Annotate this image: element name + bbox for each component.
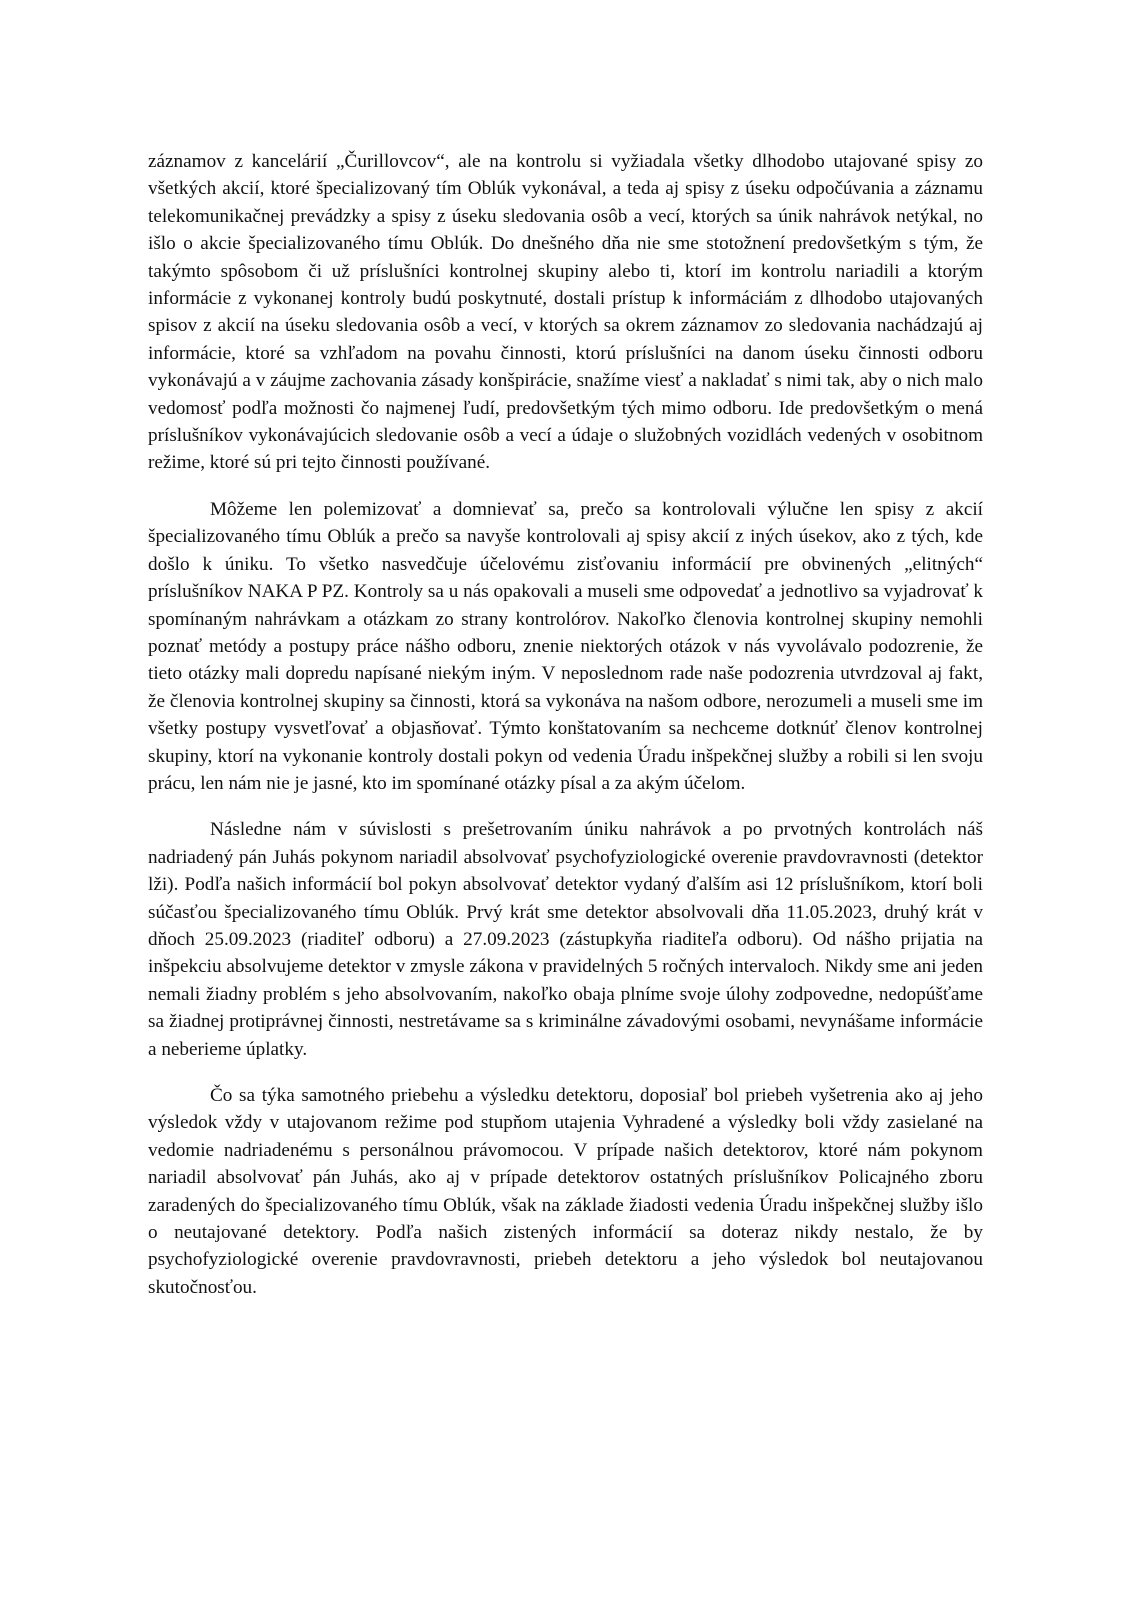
paragraph: Čo sa týka samotného priebehu a výsledku detektoru, doposiaľ bol priebeh vyšetrenia ako aj jeho výsledok vždy v utajovanom režime pod stupňom utajenia Vyhradené a výsledky boli vždy zasielané na vedomie nadriadenému s personálnou právomocou. V prípade našich detektorov, ktoré nám pokynom nariadil absolvovať pán Juhás, ako aj v prípade detektorov ostatných príslušníkov Policajného zboru zaradených do špecializovaného tímu Oblúk, však na základe žiadosti vedenia Úradu inšpekčnej služby išlo o neutajované detektory. Podľa našich zistených informácií sa doteraz nikdy nestalo, že by psychofyziologické overenie pravdovravnosti, priebeh detektoru a jeho výsledok bol neutajovanou skutočnosťou. [148,1085,983,1298]
paragraph: Následne nám v súvislosti s prešetrovaním úniku nahrávok a po prvotných kontrolách náš nadriadený pán Juhás pokynom nariadil absolvovať psychofyziologické overenie pravdovravnosti (detektor lži). Podľa našich informácií bol pokyn absolvovať detektor vydaný ďalším asi 12 príslušníkom, ktorí boli súčasťou špecializovaného tímu Oblúk. Prvý krát sme detektor absolvovali dňa 11.05.2023, druhý krát v dňoch 25.09.2023 (riaditeľ odboru) a 27.09.2023 (zástupkyňa riaditeľa odboru). Od nášho prijatia na inšpekciu absolvujeme detektor v zmysle zákona v pravidelných 5 ročných intervaloch. Nikdy sme ani jeden nemali žiadny problém s jeho absolvovaním, nakoľko obaja plníme svoje úlohy zodpovedne, nedopúšťame sa žiadnej protiprávnej činnosti, nestretávame sa s kriminálne závadovými osobami, nevynášame informácie a neberieme úplatky. [148,819,983,1060]
document-body [148,148,983,1320]
paragraph: Môžeme len polemizovať a domnievať sa, prečo sa kontrolovali výlučne len spisy z akcií špecializovaného tímu Oblúk a prečo sa navyše kontrolovali aj spisy akcií z iných úsekov, ako z tých, kde došlo k úniku. To všetko nasvedčuje účelovému zisťovaniu informácií pre obvinených „elitných“ príslušníkov NAKA P PZ. Kontroly sa u nás opakovali a museli sme odpovedať a jednotlivo sa vyjadrovať k spomínaným nahrávkam a otázkam zo strany kontrolórov. Nakoľko členovia kontrolnej skupiny nemohli poznať metódy a postupy práce nášho odboru, znenie niektorých otázok v nás vyvolávalo podozrenie, že tieto otázky mali dopredu napísané niekým iným. V neposlednom rade naše podozrenia utvrdzoval aj fakt, že členovia kontrolnej skupiny sa činnosti, ktorá sa vykonáva na našom odbore, nerozumeli a museli sme im všetky postupy vysvetľovať a objasňovať. Týmto konštatovaním sa nechceme dotknúť členov kontrolnej skupiny, ktorí na vykonanie kontroly dostali pokyn od vedenia Úradu inšpekčnej služby a robili si len svoju prácu, len nám nie je jasné, kto im spomínané otázky písal a za akým účelom. [148,498,983,794]
paragraph: záznamov z kancelárií „Čurillovcov“, ale na kontrolu si vyžiadala všetky dlhodobo utajované spisy zo všetkých akcií, ktoré špecializovaný tím Oblúk vykonával, a teda aj spisy z úseku odpočúvania a záznamu telekomunikačnej prevádzky a spisy z úseku sledovania osôb a vecí, ktorých sa únik nahrávok netýkal, no išlo o akcie špecializovaného tímu Oblúk. Do dnešného dňa nie sme stotožnení predovšetkým s tým, že takýmto spôsobom či už príslušníci kontrolnej skupiny alebo ti, ktorí im kontrolu nariadili a ktorým informácie z vykonanej kontroly budú poskytnuté, dostali prístup k informáciám z dlhodobo utajovaných spisov z akcií na úseku sledovania osôb a vecí, v ktorých sa okrem záznamov zo sledovania nachádzajú aj informácie, ktoré sa vzhľadom na povahu činnosti, ktorú príslušníci na danom úseku činnosti odboru vykonávajú a v záujme zachovania zásady konšpirácie, snažíme viesť a nakladať s nimi tak, aby o nich malo vedomosť podľa možnosti čo najmenej ľudí, predovšetkým tých mimo odboru. Ide predovšetkým o mená príslušníkov vykonávajúcich sledovanie osôb a vecí a údaje o služobných vozidlách vedených v osobitnom režime, ktoré sú pri tejto činnosti používané. [148,151,983,474]
